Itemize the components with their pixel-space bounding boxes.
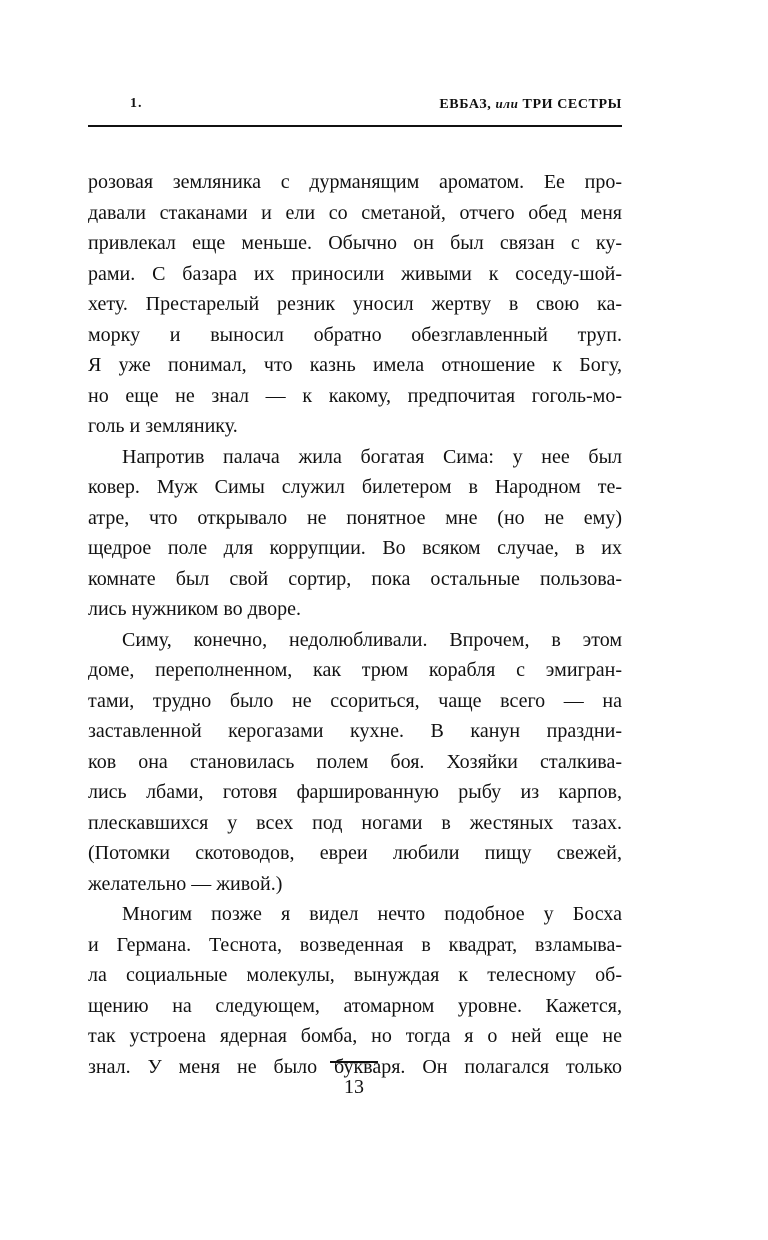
text-line: комнате был свой сортир, пока остальные пользова- [88, 567, 622, 590]
text-line: щению на следующем, атомарном уровне. Кажется, [88, 994, 622, 1017]
text-line: заставленной керогазами кухне. В канун праздни- [88, 720, 622, 742]
book-title [439, 96, 622, 113]
text-line: (Потомки скотоводов, евреи любили пищу свежей, [88, 842, 622, 864]
text-line: лись лбами, готовя фаршированную рыбу из карпов, [88, 781, 622, 803]
text-line: тами, трудно было не ссориться, чаще всего — на [88, 689, 622, 712]
text-line: плескавшихся у всех под ногами в жестяных тазах. [88, 811, 622, 834]
text-line: ков она становилась полем боя. Хозяйки сталкива- [88, 750, 622, 773]
text-line: ла социальные молекулы, вынуждая к телесному об- [88, 964, 622, 986]
text-line: и Германа. Теснота, возведенная в квадрат, взламыва- [88, 933, 622, 956]
book-title-part1: ЕВБАЗ, [439, 97, 492, 112]
text-line: рами. С базара их приносили живыми к соседу-шой- [88, 262, 622, 285]
text-line: так устроена ядерная бомба, но тогда я о ней еще не [88, 1025, 622, 1047]
text-line: желательно — живой.) [88, 872, 283, 895]
text-line: привлекал еще меньше. Обычно он был связан с ку- [88, 232, 622, 254]
text-line: атре, что открывало не понятное мне (но не ему) [88, 506, 622, 529]
text-line: но еще не знал — к какому, предпочитая гоголь-мо- [88, 384, 622, 407]
text-line: голь и землянику. [88, 415, 238, 437]
header-rule [88, 125, 622, 127]
text-line: давали стаканами и ели со сметаной, отчего обед меня [88, 201, 622, 224]
page-number: 13 [344, 1076, 364, 1098]
text-line: Напротив палача жила богатая Сима: у нее был [122, 445, 622, 468]
text-line: доме, переполненном, как трюм корабля с эмигран- [88, 659, 622, 681]
text-line: лись нужником во дворе. [88, 598, 301, 620]
text-line: знал. У меня не было букваря. Он полагался только [88, 1055, 622, 1078]
book-title-part3: ТРИ СЕСТРЫ [522, 97, 622, 112]
text-line: Симу, конечно, недолюбливали. Впрочем, в этом [122, 628, 622, 651]
chapter-number: 1. [130, 96, 143, 111]
text-line: ковер. Муж Симы служил билетером в Народном те- [88, 476, 622, 498]
text-line: Я уже понимал, что казнь имела отношение к Богу, [88, 354, 622, 376]
text-line: морку и выносил обратно обезглавленный труп. [88, 323, 622, 346]
text-line: щедрое поле для коррупции. Во всяком случае, в их [88, 537, 622, 559]
body-text [88, 167, 622, 1082]
text-line: хету. Престарелый резник уносил жертву в свою ка- [88, 293, 622, 315]
running-head [88, 96, 622, 122]
book-title-part2: или [495, 96, 519, 111]
footer-rule [330, 1061, 378, 1063]
text-line: Многим позже я видел нечто подобное у Босха [122, 903, 622, 925]
text-line: розовая земляника с дурманящим ароматом. Ее про- [88, 171, 622, 193]
